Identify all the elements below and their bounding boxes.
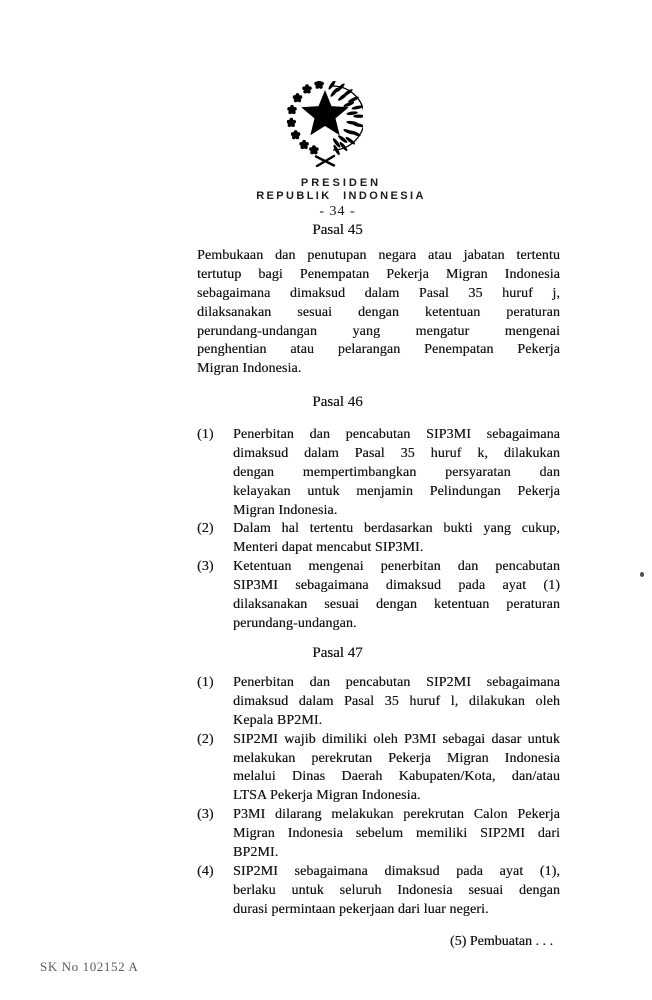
text-line: LTSA Pekerja Migran Indonesia. bbox=[233, 788, 421, 804]
text-line: melakukan perekrutan Pekerja Migran Indonesia bbox=[233, 750, 560, 766]
clause-text bbox=[233, 558, 560, 634]
numbered-clause bbox=[197, 806, 560, 863]
pasal-47-clauses bbox=[197, 674, 560, 920]
numbered-clause bbox=[197, 731, 560, 807]
clause-text bbox=[233, 863, 560, 920]
text-line: Migran Indonesia sebelum memiliki SIP2MI dari bbox=[233, 826, 560, 842]
scan-speck bbox=[640, 572, 644, 577]
numbered-clause bbox=[197, 674, 560, 731]
text-line: Kepala BP2MI. bbox=[233, 712, 323, 728]
text-line: SIP3MI sebagaimana dimaksud pada ayat (1) bbox=[233, 578, 560, 594]
numbered-clause bbox=[197, 558, 560, 634]
section-heading-pasal-45: Pasal 45 bbox=[312, 222, 363, 238]
text-line: melalui Dinas Daerah Kabupaten/Kota, dan/atau bbox=[233, 769, 560, 785]
text-line: BP2MI. bbox=[233, 845, 279, 861]
page-catchword: (5) Pembuatan . . . bbox=[449, 934, 553, 949]
text-line: dilaksanakan sesuai dengan ketentuan peraturan bbox=[233, 597, 560, 613]
document-code: SK No 102152 A bbox=[40, 959, 139, 974]
numbered-clause bbox=[197, 426, 560, 520]
text-line: dimaksud dalam Pasal 35 huruf k, dilakukan bbox=[233, 445, 560, 461]
text-line: P3MI dilarang melakukan perekrutan Calon Pekerja bbox=[233, 807, 560, 823]
page-number: - 34 - bbox=[319, 204, 356, 219]
numbered-clause bbox=[197, 520, 560, 558]
presidential-emblem-icon bbox=[287, 81, 363, 167]
text-line: tertutup bagi Penempatan Pekerja Migran Indonesia bbox=[197, 266, 560, 282]
text-line: perundang-undangan yang mengatur mengenai bbox=[197, 323, 560, 339]
text-line: Menteri dapat mencabut SIP3MI. bbox=[233, 540, 424, 556]
section-heading-pasal-47: Pasal 47 bbox=[312, 645, 363, 661]
clause-number: (3) bbox=[197, 559, 214, 575]
text-line: Migran Indonesia. bbox=[197, 361, 302, 377]
clause-text bbox=[233, 731, 560, 807]
text-line: berlaku untuk seluruh Indonesia sesuai dengan bbox=[233, 882, 560, 898]
text-line: sebagaimana dimaksud dalam Pasal 35 huruf j, bbox=[197, 285, 560, 301]
text-line: Migran Indonesia. bbox=[233, 502, 338, 518]
letterhead-republik-indonesia: REPUBLIK INDONESIA bbox=[256, 190, 426, 202]
text-line: durasi permintaan pekerjaan dari luar negeri. bbox=[233, 901, 489, 917]
pasal-46-clauses bbox=[197, 426, 560, 634]
clause-number: (2) bbox=[197, 521, 214, 537]
clause-number: (1) bbox=[197, 675, 214, 690]
text-line: Pembukaan dan penutupan negara atau jabatan tertentu bbox=[197, 248, 560, 263]
text-line: Penerbitan dan pencabutan SIP3MI sebagaimana bbox=[233, 427, 560, 442]
text-line: Dalam hal tertentu berdasarkan bukti yang cukup, bbox=[233, 521, 560, 537]
clause-number: (1) bbox=[197, 427, 214, 442]
clause-text bbox=[233, 520, 560, 558]
pasal-45-paragraph bbox=[197, 247, 560, 379]
text-line: dimaksud dalam Pasal 35 huruf l, dilakukan oleh bbox=[233, 693, 560, 709]
text-line: SIP2MI wajib dimiliki oleh P3MI sebagai dasar untuk bbox=[233, 731, 560, 747]
text-line: perundang-undangan. bbox=[233, 615, 357, 631]
text-line: Penerbitan dan pencabutan SIP2MI sebagaimana bbox=[233, 675, 560, 690]
text-line: SIP2MI sebagaimana dimaksud pada ayat (1), bbox=[233, 863, 560, 879]
text-line: dilaksanakan sesuai dengan ketentuan peraturan bbox=[197, 304, 560, 320]
text-line: Ketentuan mengenai penerbitan dan pencabutan bbox=[233, 559, 560, 575]
clause-number: (4) bbox=[197, 863, 214, 879]
section-heading-pasal-46: Pasal 46 bbox=[312, 394, 363, 410]
text-line: dengan mempertimbangkan persyaratan dan bbox=[233, 464, 560, 480]
text-line: kelayakan untuk menjamin Pelindungan Pekerja bbox=[233, 483, 560, 499]
clause-number: (3) bbox=[197, 807, 214, 823]
numbered-clause bbox=[197, 863, 560, 920]
clause-text bbox=[233, 674, 560, 731]
clause-text bbox=[233, 426, 560, 520]
text-line: penghentian atau pelarangan Penempatan Pekerja bbox=[197, 342, 560, 358]
clause-text bbox=[233, 806, 560, 863]
clause-number: (2) bbox=[197, 731, 214, 747]
letterhead-presiden: PRESIDEN bbox=[300, 177, 382, 189]
